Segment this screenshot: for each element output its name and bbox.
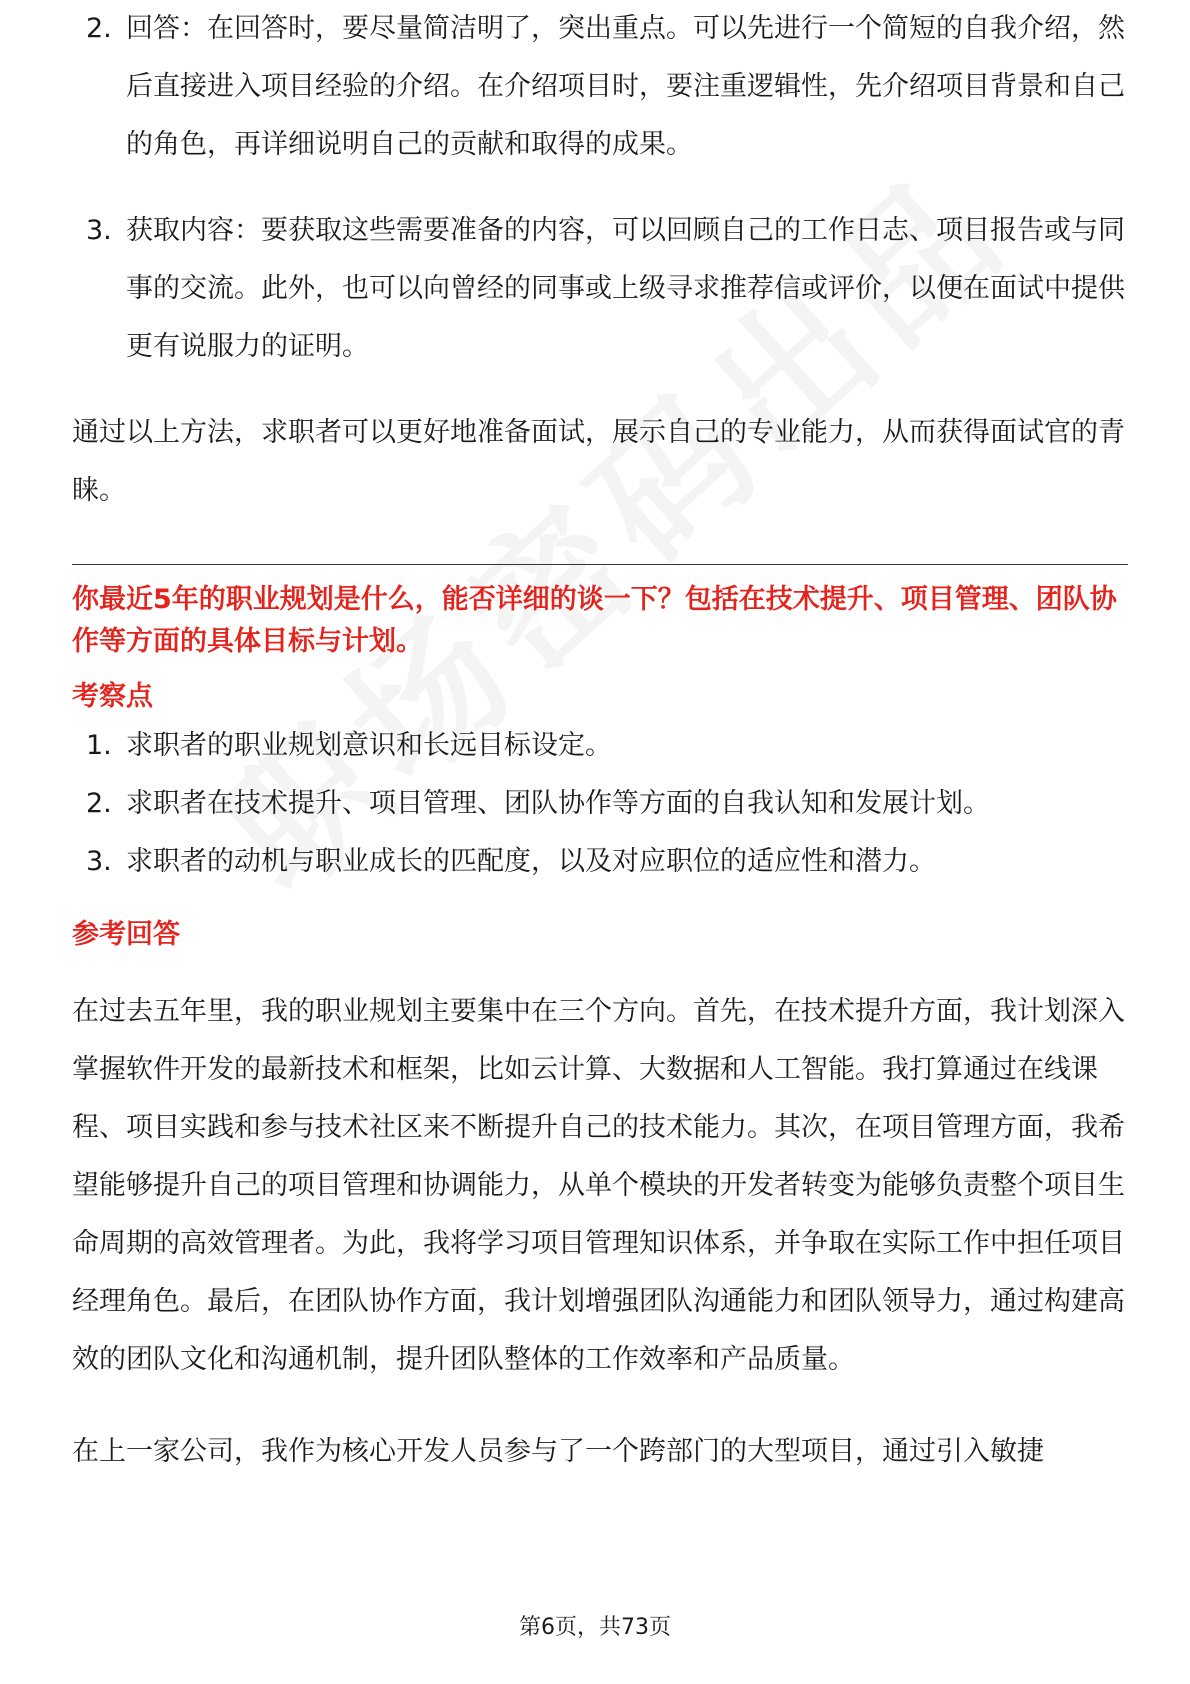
document-page [72,0,1128,1481]
list-number: 2. [86,13,112,44]
closing-paragraph: 通过以上方法，求职者可以更好地准备面试，展示自己的专业能力，从而获得面试官的青睐。 [72,417,1125,506]
list-item [72,775,1128,833]
list-text: 求职者的职业规划意识和长远目标设定。 [126,730,612,761]
section-divider [72,564,1128,565]
answer-heading: 参考回答 [72,919,180,950]
points-heading: 考察点 [72,681,153,712]
page-footer: 第6页，共73页 [519,1615,671,1640]
list-text: 求职者的动机与职业成长的匹配度，以及对应职位的适应性和潜力。 [126,846,936,877]
answer-paragraph: 在上一家公司，我作为核心开发人员参与了一个跨部门的大型项目，通过引入敏捷 [72,1436,1044,1467]
list-number: 3. [86,846,112,877]
list-item [72,202,1128,376]
list-item [72,0,1128,174]
interview-question: 你最近5年的职业规划是什么，能否详细的谈一下？包括在技术提升、项目管理、团队协作等方面的具体目标与计划。 [72,584,1117,657]
list-item [72,717,1128,775]
list-text: 回答：在回答时，要尽量简洁明了，突出重点。可以先进行一个简短的自我介绍，然后直接进入项目经验的介绍。在介绍项目时，要注重逻辑性，先介绍项目背景和自己的角色，再详细说明自己的贡献和取得的成果。 [126,13,1125,160]
answer-paragraph: 在过去五年里，我的职业规划主要集中在三个方向。首先，在技术提升方面，我计划深入掌握软件开发的最新技术和框架，比如云计算、大数据和人工智能。我打算通过在线课程、项目实践和参与技术社区来不断提升自己的技术能力。其次，在项目管理方面，我希望能够提升自己的项目管理和协调能力，从单个模块的开发者转变为能够负责整个项目生命周期的高效管理者。为此，我将学习项目管理知识体系，并争取在实际工作中担任项目经理角色。最后，在团队协作方面，我计划增强团队沟通能力和团队领导力，通过构建高效的团队文化和沟通机制，提升团队整体的工作效率和产品质量。 [72,996,1125,1375]
list-text: 求职者在技术提升、项目管理、团队协作等方面的自我认知和发展计划。 [126,788,990,819]
list-number: 3. [86,215,112,246]
list-number: 2. [86,788,112,819]
list-text: 获取内容：要获取这些需要准备的内容，可以回顾自己的工作日志、项目报告或与同事的交流。此外，也可以向曾经的同事或上级寻求推荐信或评价，以便在面试中提供更有说服力的证明。 [126,215,1125,362]
list-item [72,833,1128,891]
assessment-points-list [72,717,1128,891]
preparation-list [72,0,1128,376]
list-number: 1. [86,730,112,761]
